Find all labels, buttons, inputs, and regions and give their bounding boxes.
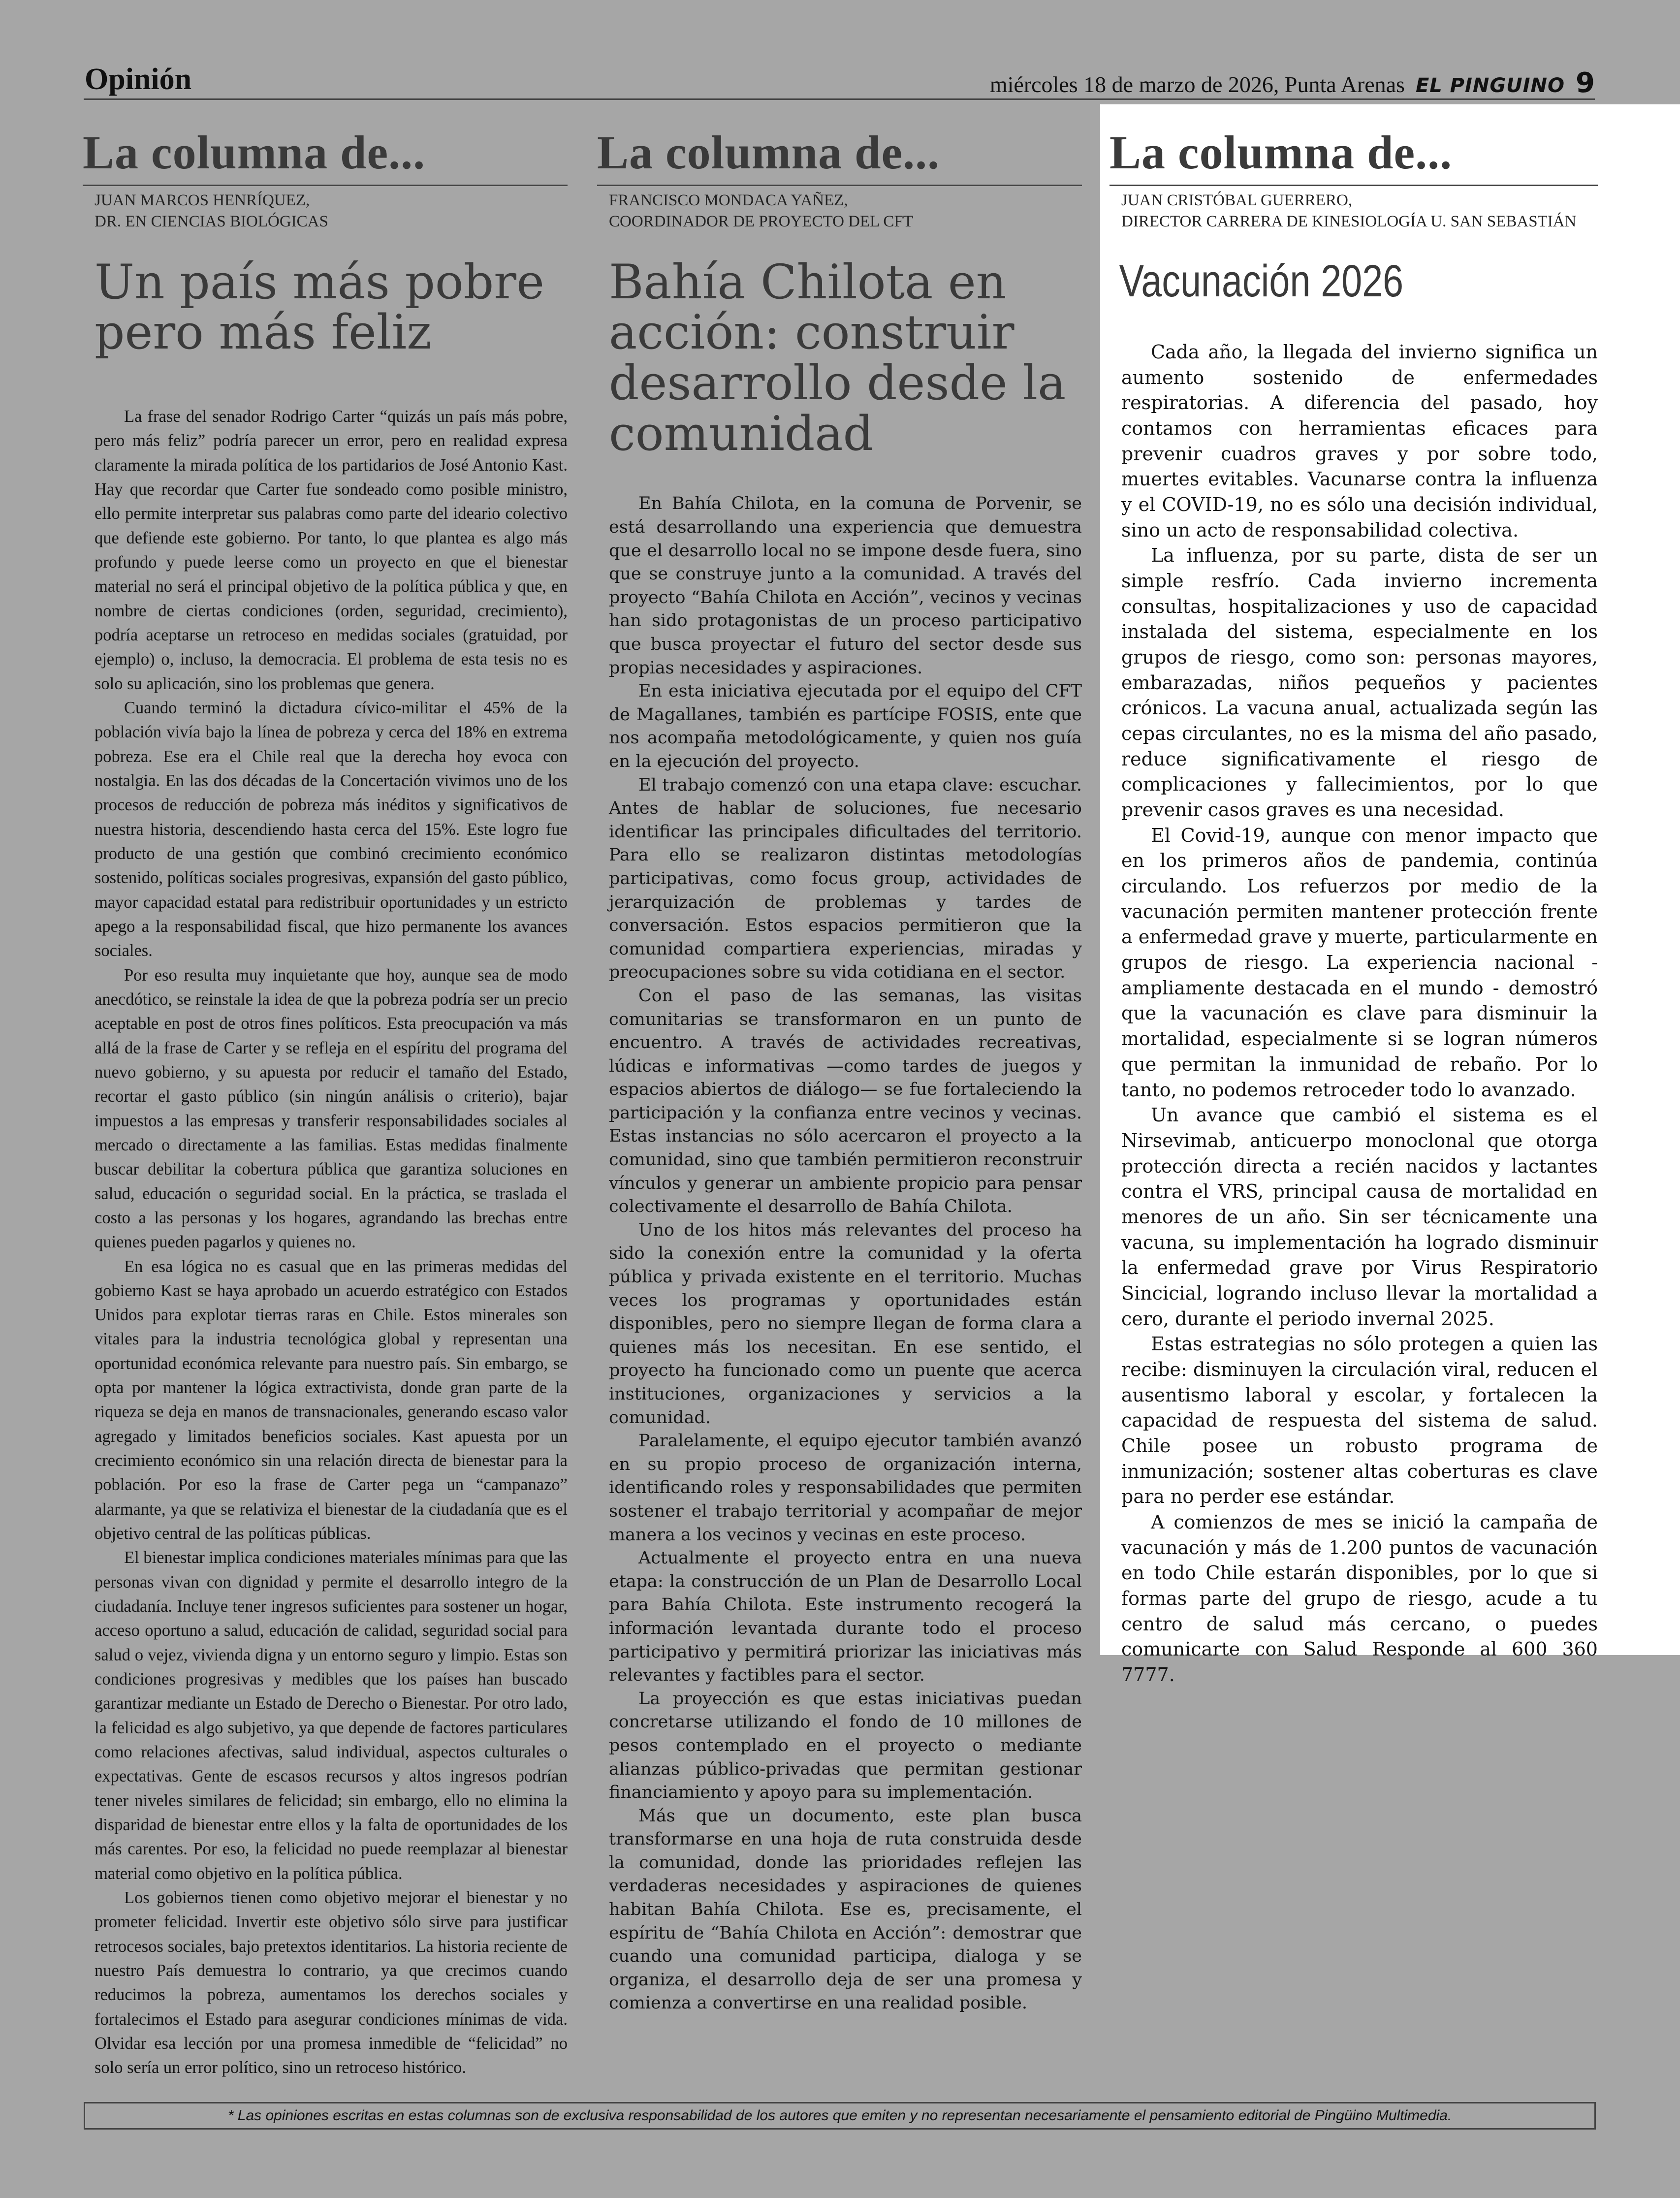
paragraph: En esta iniciativa ejecutada por el equipo del CFT de Magallanes, también es partícipe FOSIS, ente que nos acompaña metodológicamente, y quien nos guía en la ejecución del proyecto. [609,681,1082,771]
column-author [1109,190,1598,232]
paragraph: La influenza, por su parte, dista de ser un simple resfrío. Cada invierno incrementa consultas, hospitalizaciones y uso de capacidad instalada del sistema, especialmente en los grupos de riesgo, como son: personas mayores, embarazadas, niños pequeños y pacientes crónicos. La vacuna anual, actualizada según las cepas circulantes, no es la misma del año pasado, reduce significativamente el riesgo de complicaciones y fallecimientos, por lo que prevenir casos graves es una necesidad. [1121,544,1598,821]
column-kicker: La columna de... [83,128,568,186]
paragraph: A comienzos de mes se inició la campaña de vacunación y más de 1.200 puntos de vacunación en todo Chile estarán disponibles, por lo que si formas parte del grupo de riesgo, acude a tu centro de salud más cercano, o puedes comunicarte con Salud Responde al 600 360 7777. [1121,1511,1598,1686]
column-author [597,190,1082,232]
column-headline: Bahía Chilota en acción: construir desarrollo desde la comunidad [609,254,1066,461]
author-name: JUAN MARCOS HENRÍQUEZ, [95,191,310,209]
paragraph: Paralelamente, el equipo ejecutor también avanzó en su propio proceso de organización interna, identificando roles y responsabilidades que permiten sostener el trabajo territorial y acompañar de mejor manera a los vecinos y vecinas en este proceso. [609,1431,1082,1545]
paragraph: La proyección es que estas iniciativas puedan concretarse utilizando el fondo de 10 millones de pesos contemplado en el proyecto o mediante alianzas público-privadas que permitan gestionar financiamiento y apoyo para su implementación. [609,1688,1082,1803]
column-kicker: La columna de... [597,128,1082,186]
paragraph: El trabajo comenzó con una etapa clave: escuchar. Antes de hablar de soluciones, fue necesario identificar las principales dificultades del territorio. Para ello se realizaron distintas metodologías participativas, como focus group, actividades de jerarquización de problemas y tardes de conversación. Estos espacios permitieron que la comunidad compartiera experiencias, miradas y preocupaciones sobre su vida cotidiana en el sector. [609,775,1082,983]
author-name: FRANCISCO MONDACA YAÑEZ, [609,191,848,209]
column-3 [1109,128,1598,1688]
author-title: DIRECTOR CARRERA DE KINESIOLOGÍA U. SAN SEBASTIÁN [1121,212,1577,230]
section-name: Opinión [85,63,192,96]
paragraph: Actualmente el proyecto entra en una nueva etapa: la construcción de un Plan de Desarrollo Local para Bahía Chilota. Este instrumento recogerá la información levantada durante todo el proceso participativo y permitirá priorizar las iniciativas más relevantes y factibles para el sector. [609,1548,1082,1686]
paragraph: Cuando terminó la dictadura cívico-militar el 45% de la población vivía bajo la línea de pobreza y cerca del 18% en extrema pobreza. Ese era el Chile real que la derecha hoy evoca con nostalgia. En las dos décadas de la Concertación vivimos uno de los procesos de reducción de pobreza más inéditos y significativos de nuestra historia, descendiendo hasta cerca del 15%. Este logro fue producto de una gestión que combinó crecimiento económico sostenido, políticas sociales progresivas, expansión del gasto público, mayor capacidad estatal para redistribuir oportunidades y un estricto apego a la responsabilidad fiscal, que hizo permanente los avances sociales. [95,698,568,960]
column-headline: Un país más pobre pero más feliz [95,254,544,360]
header-info [990,67,1595,99]
column-kicker: La columna de... [1109,128,1598,186]
newspaper-logo: EL PINGUINO [1415,74,1565,97]
column-author [83,190,568,232]
paragraph: En Bahía Chilota, en la comuna de Porvenir, se está desarrollando una experiencia que demuestra que el desarrollo local no se impone desde fuera, sino que se construye junto a la comunidad. A través del proyecto “Bahía Chilota en Acción”, vecinos y vecinas han sido protagonistas de un proceso participativo que busca proyectar el futuro del sector desde sus propias necesidades y aspiraciones. [609,494,1082,678]
page-number: 9 [1576,67,1595,99]
column-body [597,492,1082,2015]
paragraph: Uno de los hitos más relevantes del proceso ha sido la conexión entre la comunidad y la oferta pública y privada existente en el territorio. Muchas veces los programas y oportunidades están disponibles, pero no siempre llegan de forma clara a quienes más los necesitan. En ese sentido, el proyecto ha funcionado como un puente que acerca instituciones, organizaciones y servicios a la comunidad. [609,1220,1082,1428]
paragraph: Más que un documento, este plan busca transformarse en una hoja de ruta construida desde la comunidad, donde las prioridades reflejen las verdaderas necesidades y aspiraciones de quienes habitan Bahía Chilota. Ese es, precisamente, el espíritu de “Bahía Chilota en Acción”: demostrar que cuando una comunidad participa, dialoga y se organiza, el desarrollo deja de ser una promesa y comienza a convertirse en una realidad posible. [609,1806,1082,2013]
header-date: miércoles 18 de marzo de 2026, Punta Arenas [989,72,1405,97]
column-body [83,405,568,2080]
paragraph: Por eso resulta muy inquietante que hoy, aunque sea de modo anecdótico, se reinstale la idea de que la pobreza podría ser un precio aceptable en post de otros fines políticos. Esta preocupación va más allá de la frase de Carter y se refleja en el espíritu del programa del nuevo gobierno, y su apuesta por reducir el tamaño del Estado, recortar el gasto público (sin ningún análisis o criterio), bajar impuestos a las empresas y transferir responsabilidades sociales al mercado o directamente a las familias. Estas medidas finalmente buscar debilitar la cobertura pública que garantiza soluciones en salud, educación o seguridad social. En la práctica, se traslada el costo a las personas y los hogares, agrandando las brechas entre quienes pueden pagarlos y quienes no. [95,965,568,1252]
paragraph: Un avance que cambió el sistema es el Nirsevimab, anticuerpo monoclonal que otorga protección directa a recién nacidos y lactantes contra el VRS, principal causa de mortalidad en menores de un año. Sin ser técnicamente una vacuna, su implementación ha logrado disminuir la enfermedad grave por Virus Respiratorio Sincicial, logrando incluso llevar la mortalidad a cero, durante el periodo invernal 2025. [1121,1104,1598,1330]
paragraph: La frase del senador Rodrigo Carter “quizás un país más pobre, pero más feliz” podría parecer un error, pero en realidad expresa claramente la mirada política de los partidarios de José Antonio Kast. Hay que recordar que Carter fue sondeado como posible ministro, ello permite interpretar sus palabras como parte del ideario colectivo que defiende este gobierno. Por tanto, lo que plantea es algo más profundo y puede leerse como un proyecto en que el bienestar material no será el principal objetivo de la política pública y que, en nombre de ciertas condiciones (orden, seguridad, crecimiento), podría aceptarse un retroceso en medidas sociales (gratuidad, por ejemplo) o, incluso, la democracia. El problema de esta tesis no es solo su aplicación, sino los problemas que genera. [95,407,568,693]
column-body [1109,340,1598,1688]
author-title: COORDINADOR DE PROYECTO DEL CFT [609,212,913,230]
column-2 [597,128,1082,2015]
paragraph: Estas estrategias no sólo protegen a quien las recibe: disminuyen la circulación viral, reducen el ausentismo laboral y escolar, y fortalecen la capacidad de respuesta del sistema de salud. Chile posee un robusto programa de inmunización; sostener altas coberturas es clave para no perder ese estándar. [1121,1333,1598,1508]
paragraph: En esa lógica no es casual que en las primeras medidas del gobierno Kast se haya aprobado un acuerdo estratégico con Estados Unidos para explotar tierras raras en Chile. Estos minerales son vitales para la industria tecnológica global y representan una oportunidad económica relevante para nuestro país. Sin embargo, se opta por mantener la lógica extractivista, donde gran parte de la riqueza se deja en manos de transnacionales, generando escaso valor agregado y limitados beneficios sociales. Kast apuesta por un crecimiento económico sin una relación directa de bienestar para la población. Por eso la frase de Carter pega un “campanazo” alarmante, ya que se relativiza el bienestar de la ciudadanía que es el objetivo central de las políticas públicas. [95,1257,568,1543]
paragraph: Los gobiernos tienen como objetivo mejorar el bienestar y no prometer felicidad. Invertir este objetivo sólo sirve para justificar retrocesos sociales, bajo pretextos identitarios. La historia reciente de nuestro País demuestra lo contrario, ya que crecimos cuando reducimos la pobreza, aumentamos los derechos sociales y fortalecimos el Estado para asegurar condiciones mínimas de vida. Olvidar esa lección por una promesa inmedible de “felicidad” no solo sería un error político, sino un retroceso histórico. [95,1888,568,2077]
paragraph: El bienestar implica condiciones materiales mínimas para que las personas vivan con dignidad y permite el desarrollo integro de la ciudadanía. Incluye tener ingresos suficientes para sostener un hogar, acceso oportuno a salud, educación de calidad, seguridad social para salud o vejez, vivienda digna y un entorno seguro y limpio. Estas son condiciones progresivas y medibles que los países han buscado garantizar mediante un Estado de Derecho o Bienestar. Por otro lado, la felicidad es algo subjetivo, ya que depende de factores particulares como relaciones afectivas, salud individual, aspectos culturales o expectativas. Gente de escasos recursos y altos ingresos podrían tener niveles similares de felicidad; sin embargo, ello no elimina la disparidad de bienestar entre ellos y la falta de oportunidades de los más carentes. Por eso, la felicidad no puede reemplazar al bienestar material como objetivo en la política pública. [95,1548,568,1883]
paragraph: El Covid-19, aunque con menor impacto que en los primeros años de pandemia, continúa circulando. Los refuerzos por medio de la vacunación permiten mantener protección frente a enfermedad grave y muerte, particularmente en grupos de riesgo. La experiencia nacional - ampliamente destacada en el mundo - demostró que la vacunación es clave para disminuir la mortalidad, especialmente si se logran números que permitan la inmunidad de rebaño. Por lo tanto, no podemos retroceder todo lo avanzado. [1121,824,1598,1101]
column-headline: Vacunación 2026 [1119,255,1404,306]
paragraph: Cada año, la llegada del invierno significa un aumento sostenido de enfermedades respiratorias. A diferencia del pasado, hoy contamos con herramientas eficaces para prevenir cuadros graves y por sobre todo, muertes evitables. Vacunarse contra la influenza y el COVID-19, no es sólo una decisión individual, sino un acto de responsabilidad colectiva. [1121,341,1598,541]
author-name: JUAN CRISTÓBAL GUERRERO, [1121,191,1353,209]
author-title: DR. EN CIENCIAS BIOLÓGICAS [95,212,328,230]
column-1 [83,128,568,2080]
paragraph: Con el paso de las semanas, las visitas comunitarias se transformaron en un punto de encuentro. A través de actividades recreativas, lúdicas e informativas —como tardes de juegos y espacios abiertos de diálogo— se fue fortaleciendo la participación y la confianza entre vecinos y vecinas. Estas instancias no sólo acercaron el proyecto a la comunidad, sino que también permitieron reconstruir vínculos y generar un ambiente propicio para pensar colectivamente el desarrollo de Bahía Chilota. [609,986,1082,1217]
disclaimer: * Las opiniones escritas en estas columnas son de exclusiva responsabilidad de los autores que emiten y no representan necesariamente el pensamiento editorial de Pingüino Multimedia. [84,2102,1596,2130]
page-header [84,58,1595,100]
